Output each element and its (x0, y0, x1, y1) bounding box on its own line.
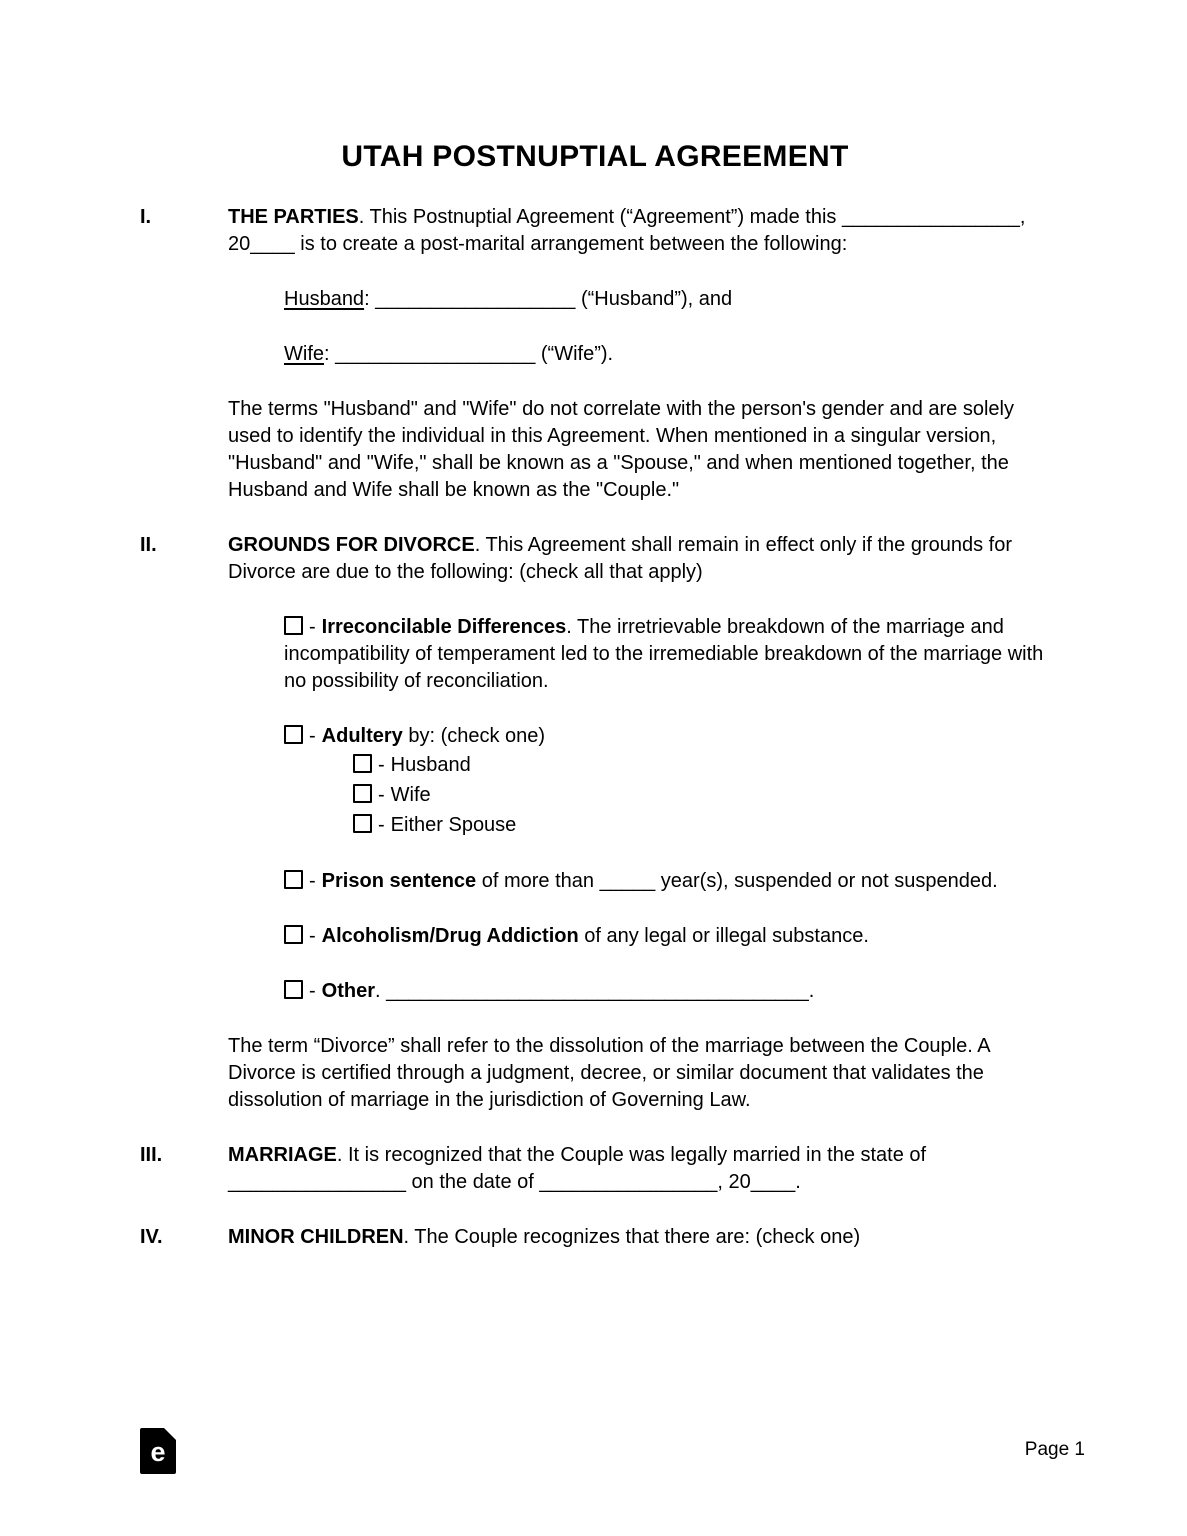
dash-separator: - (378, 814, 385, 836)
section-marriage (140, 1142, 1050, 1224)
grounds-heading: GROUNDS FOR DIVORCE (228, 534, 475, 556)
option-text-adultery: by: (check one) (402, 725, 546, 747)
option-text-other: . ______________________________________. (375, 980, 815, 1002)
checkbox-irreconcilable-differences-icon[interactable] (284, 616, 303, 635)
dash-separator: - (378, 754, 385, 776)
dash-separator: - (309, 870, 316, 892)
adultery-suboption-husband (353, 750, 1050, 780)
minor-children-intro (228, 1224, 1050, 1251)
grounds-option-prison (284, 868, 1050, 895)
husband-label: Husband (284, 288, 365, 310)
adultery-suboption-either-spouse (353, 810, 1050, 840)
grounds-intro-text: . This Agreement shall remain in effect only if the grounds for Divorce are due to the following: (check all that apply) (228, 534, 1013, 583)
grounds-option-other (284, 978, 1050, 1005)
option-label-other: Other (321, 980, 376, 1002)
divorce-definition-paragraph: The term “Divorce” shall refer to the dissolution of the marriage between the Couple. A Divorce is certified through a judgment, decree, or similar document that validates the dissolution of marriage in the jurisdiction of Governing Law. (228, 1035, 990, 1111)
minor-children-heading: MINOR CHILDREN (228, 1226, 404, 1248)
parties-intro (228, 204, 1050, 258)
grounds-intro (228, 532, 1050, 586)
marriage-intro (228, 1142, 1050, 1196)
document-title: UTAH POSTNUPTIAL AGREEMENT (341, 140, 849, 173)
option-text-prison: of more than _____ year(s), suspended or not suspended. (476, 870, 998, 892)
section-number-ii: II. (140, 534, 157, 556)
eforms-logo-icon (140, 1428, 176, 1474)
section-grounds-for-divorce (140, 532, 1050, 1142)
checkbox-prison-sentence-icon[interactable] (284, 870, 303, 889)
adultery-suboption-wife (353, 780, 1050, 810)
parties-heading: THE PARTIES (228, 206, 359, 228)
page-number: Page 1 (1024, 1439, 1085, 1460)
wife-label: Wife (284, 343, 324, 365)
grounds-option-alcoholism (284, 923, 1050, 950)
checkbox-adultery-either-spouse-icon[interactable] (353, 814, 372, 833)
checkbox-adultery-wife-icon[interactable] (353, 784, 372, 803)
grounds-option-irreconcilable (284, 614, 1050, 695)
wife-field-line (284, 341, 1050, 368)
marriage-intro-text: . It is recognized that the Couple was legally married in the state of ________________ on the date of ________________, 20____. (228, 1144, 927, 1193)
option-text-irreconcilable: . The irretrievable breakdown of the marriage and incompatibility of temperament led to the irremediable breakdown of the marriage with no possibility of reconciliation. (284, 616, 1044, 692)
adultery-suboption-either-spouse-label: Either Spouse (390, 814, 517, 836)
logo-letter: e (150, 1437, 166, 1467)
option-label-irreconcilable: Irreconcilable Differences (321, 616, 567, 638)
dash-separator: - (309, 616, 316, 638)
adultery-suboption-husband-label: Husband (390, 754, 471, 776)
checkbox-adultery-husband-icon[interactable] (353, 754, 372, 773)
minor-children-intro-text: . The Couple recognizes that there are: (check one) (403, 1226, 861, 1248)
husband-blank-text: : __________________ (“Husband”), and (364, 288, 733, 310)
option-label-prison: Prison sentence (321, 870, 477, 892)
section-minor-children (140, 1224, 1050, 1279)
option-label-adultery: Adultery (321, 725, 403, 747)
dash-separator: - (309, 980, 316, 1002)
section-number-iv: IV. (140, 1226, 163, 1248)
marriage-heading: MARRIAGE (228, 1144, 337, 1166)
checkbox-alcoholism-drug-addiction-icon[interactable] (284, 925, 303, 944)
husband-field-line (284, 286, 1050, 313)
terms-paragraph: The terms "Husband" and "Wife" do not correlate with the person's gender and are solely used to identify the individual in this Agreement. When mentioned in a singular version, "Husband" and "Wife," shall be known as a "Spouse," and when mentioned together, the Husband and Wife shall be known as the "Couple." (228, 398, 1014, 501)
dash-separator: - (378, 784, 385, 806)
dash-separator: - (309, 725, 316, 747)
document-content (140, 140, 1050, 1279)
checkbox-other-icon[interactable] (284, 980, 303, 999)
section-number-iii: III. (140, 1144, 163, 1166)
checkbox-adultery-icon[interactable] (284, 725, 303, 744)
option-text-alcoholism: of any legal or illegal substance. (578, 925, 869, 947)
adultery-suboption-wife-label: Wife (390, 784, 431, 806)
section-number-i: I. (140, 206, 152, 228)
parties-intro-text: . This Postnuptial Agreement (“Agreement”) made this ________________, 20____ is to create a post-marital arrangement between the following: (228, 206, 1026, 255)
section-the-parties (140, 204, 1050, 532)
adultery-option-line (284, 723, 1050, 750)
grounds-option-adultery (284, 723, 1050, 840)
option-label-alcoholism: Alcoholism/Drug Addiction (321, 925, 579, 947)
page-footer (140, 1428, 1085, 1474)
dash-separator: - (309, 925, 316, 947)
wife-blank-text: : __________________ (“Wife”). (324, 343, 614, 365)
